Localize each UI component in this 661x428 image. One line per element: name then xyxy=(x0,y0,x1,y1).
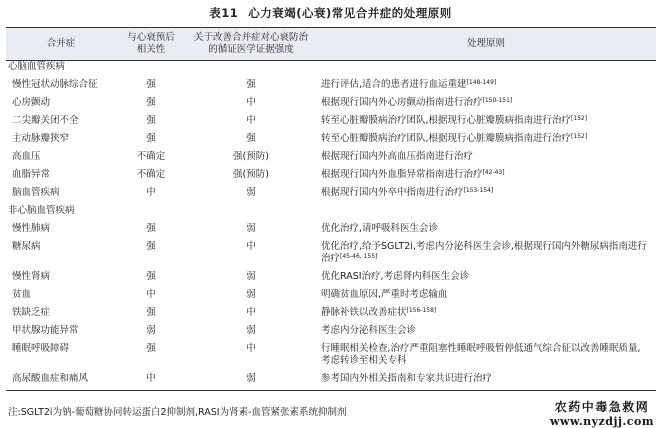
cell-prognosis: 中 xyxy=(146,186,156,198)
cell-prognosis: 不确定 xyxy=(136,150,166,162)
section-label: 非心脑血管疾病 xyxy=(8,204,75,216)
cell-comorbidity: 铁缺乏症 xyxy=(12,306,51,318)
cell-prognosis: 强 xyxy=(146,96,156,108)
table-row xyxy=(6,223,656,241)
cell-principle xyxy=(316,373,656,391)
table-row xyxy=(6,289,656,307)
cell-prognosis: 中 xyxy=(146,372,156,384)
table-row xyxy=(6,271,656,289)
cell-comorbidity: 糖尿病 xyxy=(12,240,41,252)
cell-evidence: 弱 xyxy=(246,270,256,282)
watermark-url: www.nyzdjj.com xyxy=(550,415,654,428)
cell-comorbidity: 贫血 xyxy=(12,288,32,300)
cell-evidence: 强(预防) xyxy=(233,150,269,162)
principle-text: 转至心脏瓣膜病治疗团队,根据现行心脏瓣膜病指南进行治疗 xyxy=(321,132,572,144)
table-row xyxy=(6,97,656,115)
table-row xyxy=(6,373,656,391)
header-evidence-line: 关于改善合并症对心衰防治 xyxy=(193,32,308,43)
reference-citation: [156-158] xyxy=(406,306,437,314)
cell-evidence: 强(预防) xyxy=(233,168,269,180)
cell-evidence: 弱 xyxy=(246,324,256,336)
table-row xyxy=(6,343,656,373)
table-row xyxy=(6,115,656,133)
header-prognosis xyxy=(116,28,186,61)
section-row xyxy=(6,205,656,223)
header-prognosis-line: 与心衰预后 xyxy=(127,32,175,43)
reference-citation: [152] xyxy=(571,132,588,140)
cell-comorbidity: 心房颤动 xyxy=(12,96,51,108)
cell-comorbidity: 甲状腺功能异常 xyxy=(12,324,79,336)
cell-principle xyxy=(316,325,656,343)
cell-evidence: 中 xyxy=(246,114,256,126)
principle-text: 优化治疗,给予SGLT2i,考虑内分泌科医生会诊,根据现行国内外糖尿病指南进行治疗 xyxy=(321,240,647,264)
table-row xyxy=(6,151,656,169)
reference-citation: [148-149] xyxy=(466,78,497,86)
cell-prognosis: 强 xyxy=(146,114,156,126)
cell-evidence: 弱 xyxy=(246,288,256,300)
cell-prognosis: 中 xyxy=(146,288,156,300)
cell-comorbidity: 高血压 xyxy=(12,150,41,162)
cell-prognosis: 强 xyxy=(146,240,156,252)
cell-comorbidity: 血脂异常 xyxy=(12,168,51,180)
cell-comorbidity: 脑血管疾病 xyxy=(12,186,60,198)
cell-prognosis: 弱 xyxy=(146,324,156,336)
cell-evidence: 强 xyxy=(246,132,256,144)
table-caption: 心力衰竭(心衰)常见合并症的处理原则 xyxy=(248,6,452,20)
principle-text: 行睡眠相关检查,治疗严重阻塞性睡眠呼吸暂停低通气综合征以改善睡眠质量,考虑转诊至相关专科 xyxy=(321,342,641,366)
cell-evidence: 弱 xyxy=(246,372,256,384)
table-row xyxy=(6,325,656,343)
section-label: 心脑血管疾病 xyxy=(8,61,66,72)
cell-principle xyxy=(316,223,656,241)
cell-principle xyxy=(316,97,656,115)
cell-evidence: 弱 xyxy=(246,222,256,234)
section-row xyxy=(6,61,656,79)
table-title xyxy=(0,5,661,21)
cell-principle xyxy=(316,187,656,205)
reference-citation: [45-46, 155] xyxy=(340,252,378,260)
cell-comorbidity: 二尖瓣关闭不全 xyxy=(12,114,79,126)
cell-comorbidity: 睡眠呼吸障碍 xyxy=(12,342,70,354)
comorbidity-table xyxy=(6,27,656,391)
cell-principle xyxy=(316,241,656,271)
cell-prognosis: 强 xyxy=(146,78,156,90)
principle-text: 明确贫血原因,严重时考虑输血 xyxy=(321,288,448,300)
cell-principle xyxy=(316,151,656,169)
header-prognosis-line: 相关性 xyxy=(136,44,166,55)
header-evidence-line: 的循证医学证据强度 xyxy=(208,44,294,55)
cell-prognosis: 不确定 xyxy=(136,168,166,180)
cell-principle xyxy=(316,343,656,373)
cell-comorbidity: 主动脉瓣狭窄 xyxy=(12,132,70,144)
cell-evidence: 强 xyxy=(246,78,256,90)
watermark-name: 农药中毒急救网 xyxy=(554,400,650,414)
table-header xyxy=(6,28,656,61)
reference-citation: [153-154] xyxy=(463,186,494,194)
cell-prognosis: 强 xyxy=(146,132,156,144)
table-row xyxy=(6,187,656,205)
header-evidence xyxy=(186,28,316,61)
cell-comorbidity: 慢性肾病 xyxy=(12,270,51,282)
principle-text: 转至心脏瓣膜病治疗团队,根据现行心脏瓣膜病指南进行治疗 xyxy=(321,114,572,126)
reference-citation: [152] xyxy=(571,114,588,122)
reference-citation: [150-151] xyxy=(482,96,513,104)
cell-principle xyxy=(316,115,656,133)
table-row xyxy=(6,241,656,271)
principle-text: 参考国内外相关指南和专家共识进行治疗 xyxy=(321,372,493,384)
table-number: 表11 xyxy=(209,6,239,20)
cell-evidence: 中 xyxy=(246,240,256,252)
cell-evidence: 中 xyxy=(246,96,256,108)
reference-citation: [42-43] xyxy=(482,168,505,176)
principle-text: 优化治疗,请呼吸科医生会诊 xyxy=(321,222,439,234)
principle-text: 静脉补铁以改善症状 xyxy=(321,306,407,318)
cell-prognosis: 强 xyxy=(146,306,156,318)
cell-principle xyxy=(316,289,656,307)
principle-text: 根据现行国内外高血压指南进行治疗 xyxy=(321,150,474,162)
header-comorbidity: 合并症 xyxy=(46,38,76,49)
watermark xyxy=(548,398,656,428)
principle-text: 考虑内分泌科医生会诊 xyxy=(321,324,417,336)
principle-text: 根据现行国内外卒中指南进行治疗 xyxy=(321,186,464,198)
cell-principle xyxy=(316,271,656,289)
cell-prognosis: 强 xyxy=(146,270,156,282)
principle-text: 根据现行国内外血脂异常指南进行治疗 xyxy=(321,168,483,180)
cell-comorbidity: 慢性肺病 xyxy=(12,222,51,234)
cell-comorbidity: 慢性冠状动脉综合征 xyxy=(12,78,98,90)
principle-text: 优化RASI治疗,考虑肾内科医生会诊 xyxy=(321,270,470,282)
cell-prognosis: 强 xyxy=(146,222,156,234)
table-row xyxy=(6,79,656,97)
principle-text: 进行评估,适合的患者进行血运重建 xyxy=(321,78,467,90)
table-row xyxy=(6,307,656,325)
table-body xyxy=(6,61,656,391)
cell-comorbidity: 高尿酸血症和痛风 xyxy=(12,372,89,384)
cell-evidence: 中 xyxy=(246,342,256,354)
cell-principle xyxy=(316,79,656,97)
cell-evidence: 弱 xyxy=(246,186,256,198)
cell-principle xyxy=(316,169,656,187)
table-row xyxy=(6,169,656,187)
cell-principle xyxy=(316,133,656,151)
table-footnote: 注:SGLT2i为钠-葡萄糖协同转运蛋白2抑制剂,RASI为肾素-血管紧张素系统抑制剂 xyxy=(8,407,347,418)
table-row xyxy=(6,133,656,151)
header-principle: 处理原则 xyxy=(466,38,505,49)
cell-principle xyxy=(316,307,656,325)
cell-evidence: 中 xyxy=(246,306,256,318)
cell-prognosis: 强 xyxy=(146,342,156,354)
principle-text: 根据现行国内外心房颤动指南进行治疗 xyxy=(321,96,483,108)
